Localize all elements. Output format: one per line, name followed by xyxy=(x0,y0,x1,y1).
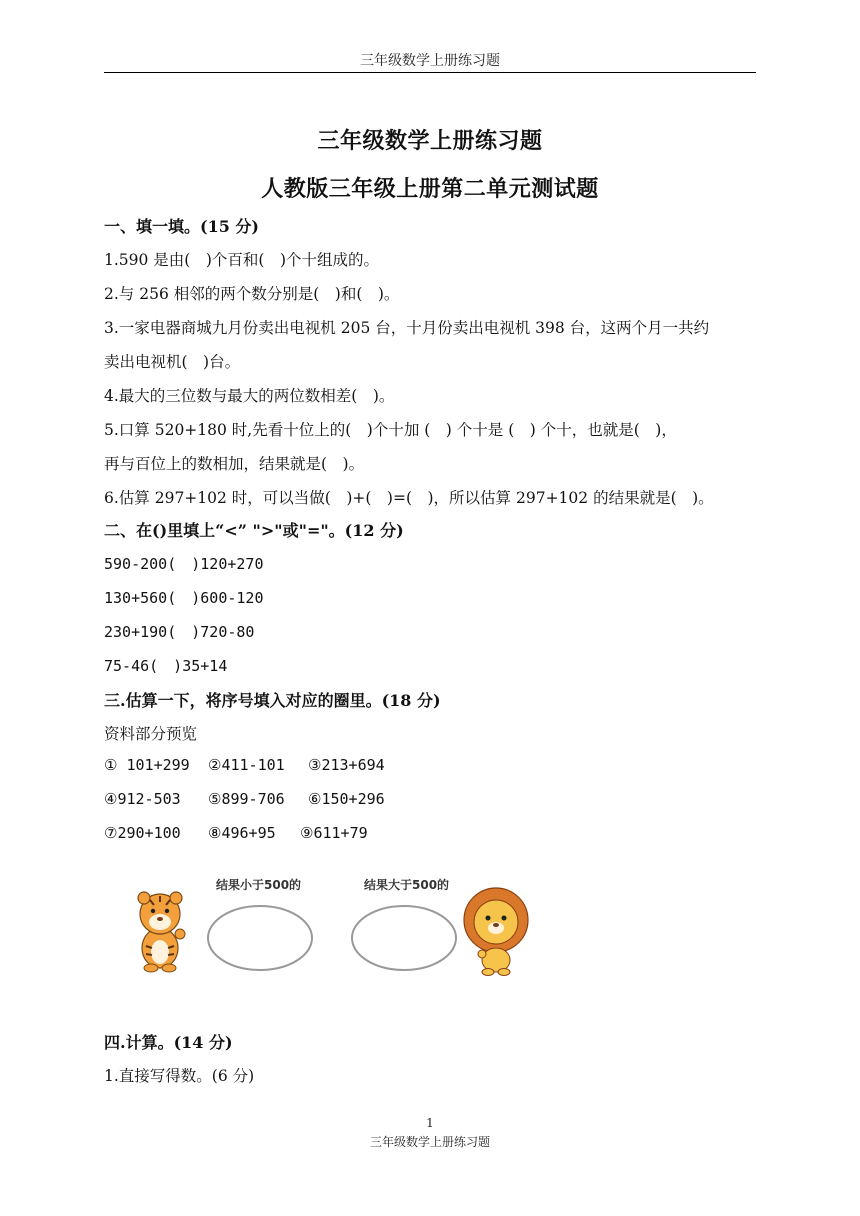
question-2: 2.与 256 相邻的两个数分别是( )和( )。 xyxy=(104,285,400,303)
options-row-3 xyxy=(104,824,764,842)
question-1: 1.590 是由( )个百和( )个十组成的。 xyxy=(104,251,379,269)
question-5-line1: 5.口算 520+180 时,先看十位上的( )个十加 ( ) 个十是 ( ) 个十，也就是( )， xyxy=(104,421,677,439)
options-row-1 xyxy=(104,756,764,774)
option-7: ⑦290+100 xyxy=(104,824,181,842)
oval-greater-than-500 xyxy=(352,906,456,970)
section2-heading: 二、在()里填上“<” ">"或"="。(12 分) xyxy=(104,521,404,540)
sorting-illustration xyxy=(130,868,550,978)
option-8: ⑧496+95 xyxy=(208,824,276,842)
option-9: ⑨611+79 xyxy=(300,824,368,842)
compare-item-4: 75-46( )35+14 xyxy=(104,657,228,675)
page-footer: 三年级数学上册练习题 xyxy=(369,1135,490,1149)
lion-illustration xyxy=(464,888,528,976)
options-row-2 xyxy=(104,790,764,808)
label-greater-than-500: 结果大于500的 xyxy=(364,878,450,892)
page-number: 1 xyxy=(426,1116,434,1130)
question-3-line2: 卖出电视机( )台。 xyxy=(104,353,241,371)
compare-item-1: 590-200( )120+270 xyxy=(104,555,264,573)
option-2: ②411-101 xyxy=(208,756,285,774)
compare-item-3: 230+190( )720-80 xyxy=(104,623,255,641)
section1-heading: 一、填一填。(15 分) xyxy=(104,217,259,236)
compare-item-2: 130+560( )600-120 xyxy=(104,589,264,607)
option-6: ⑥150+296 xyxy=(308,790,385,808)
question-3-line1: 3.一家电器商城九月份卖出电视机 205 台，十月份卖出电视机 398 台，这两个月一共约 xyxy=(104,319,710,337)
section4-sub-1: 1.直接写得数。(6 分) xyxy=(104,1067,255,1085)
question-6: 6.估算 297+102 时，可以当做( )+( )=( )，所以估算 297+102 的结果就是( )。 xyxy=(104,489,714,507)
option-5: ⑤899-706 xyxy=(208,790,285,808)
header-rule xyxy=(104,72,756,73)
label-less-than-500: 结果小于500的 xyxy=(216,878,302,892)
option-4: ④912-503 xyxy=(104,790,181,808)
preview-label: 资料部分预览 xyxy=(104,725,198,743)
section4-heading: 四.计算。(14 分) xyxy=(104,1033,233,1052)
oval-less-than-500 xyxy=(208,906,312,970)
question-4: 4.最大的三位数与最大的两位数相差( )。 xyxy=(104,387,395,405)
illustration-svg xyxy=(130,868,550,978)
question-5-line2: 再与百位上的数相加，结果就是( )。 xyxy=(104,455,365,473)
sub-title: 人教版三年级上册第二单元测试题 xyxy=(261,176,599,202)
tiger-illustration xyxy=(138,892,185,972)
option-1: ① 101+299 xyxy=(104,756,190,774)
section3-heading: 三.估算一下，将序号填入对应的圈里。(18 分) xyxy=(104,691,441,710)
page-header: 三年级数学上册练习题 xyxy=(360,53,500,69)
option-3: ③213+694 xyxy=(308,756,385,774)
main-title: 三年级数学上册练习题 xyxy=(317,128,543,154)
